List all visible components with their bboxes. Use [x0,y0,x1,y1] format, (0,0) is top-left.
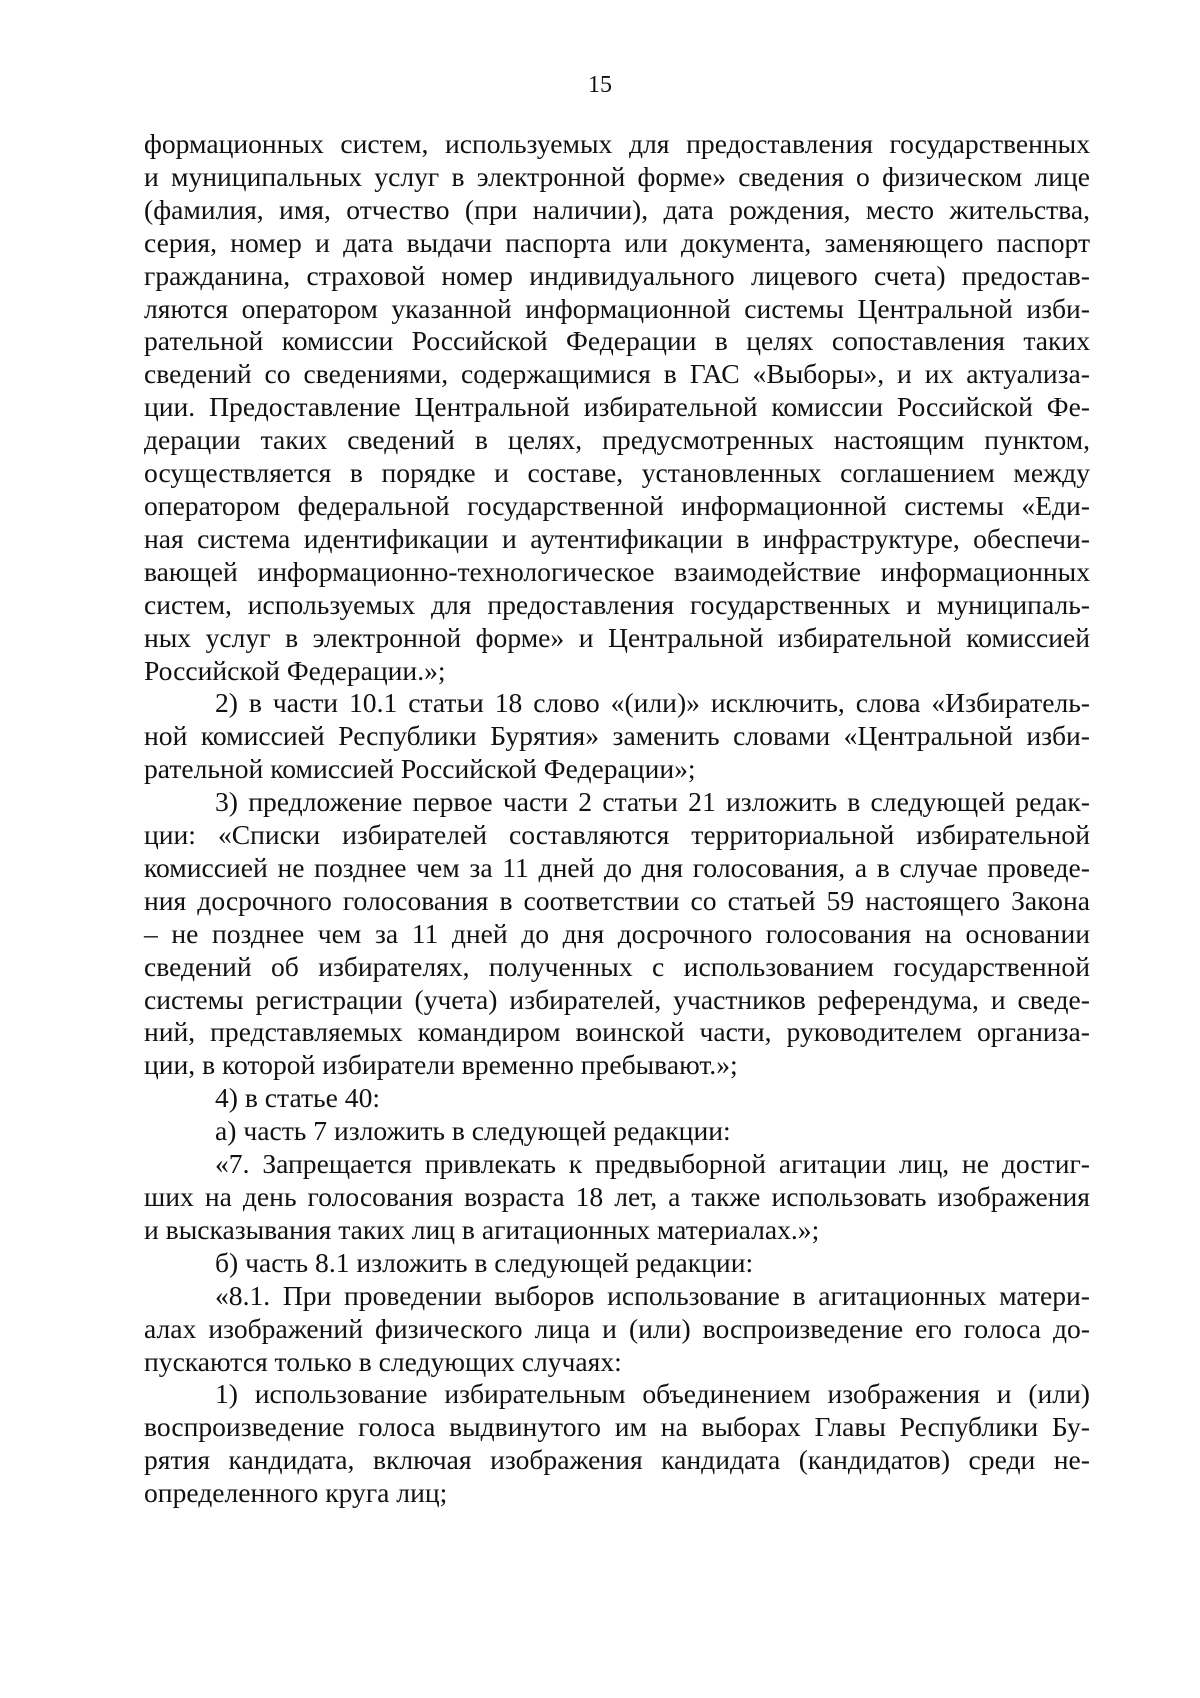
text-line: – не позднее чем за 11 дней до дня досрочного голосования на основании [144,917,1090,949]
text-line: формационных систем, используемых для предоставления государственных [144,128,1090,159]
text-line: 3) предложение первое части 2 статьи 21 изложить в следующей редак- [215,786,1090,818]
text-line: Российской Федерации.»; [144,654,446,686]
text-line: 1) использование избирательным объединением изображения и (или) [215,1378,1090,1410]
text-line: ний, представляемых командиром воинской части, руководителем организа- [144,1016,1090,1048]
text-line: рательной комиссии Российской Федерации в целях сопоставления таких [144,325,1090,357]
text-line: ных услуг в электронной форме» и Центральной избирательной комиссией [144,621,1090,653]
text-line: ляются оператором указанной информационной системы Центральной изби- [144,292,1090,324]
text-line: и высказывания таких лиц в агитационных материалах.»; [144,1213,820,1245]
text-line: алах изображений физического лица и (или) воспроизведение его голоса до- [144,1312,1090,1344]
text-line: серия, номер и дата выдачи паспорта или документа, заменяющего паспорт [144,226,1090,258]
text-line: ших на день голосования возраста 18 лет, а также использовать изображения [144,1181,1090,1212]
text-line: пускаются только в следующих случаях: [144,1345,622,1377]
text-line: осуществляется в порядке и составе, установленных соглашением между [144,457,1090,489]
document-body [144,128,1090,1510]
text-line: ная система идентификации и аутентификации в инфраструктуре, обеспечи- [144,522,1090,554]
text-line: сведений об избирателях, полученных с использованием государственной [144,950,1090,982]
text-line: ния досрочного голосования в соответствии со статьей 59 настоящего Закона [144,884,1090,916]
text-line: ной комиссией Республики Бурятия» заменить словами «Центральной изби- [144,720,1090,752]
text-line: дерации таких сведений в целях, предусмотренных настоящим пунктом, [144,424,1090,456]
text-line: «8.1. При проведении выборов использование в агитационных матери- [215,1279,1090,1311]
text-line: определенного круга лиц; [144,1477,448,1509]
text-line: системы регистрации (учета) избирателей, участников референдума, и сведе- [144,983,1090,1015]
text-line: рательной комиссией Российской Федерации»; [144,753,696,785]
text-line: оператором федеральной государственной информационной системы «Еди- [144,489,1090,521]
text-line: 2) в части 10.1 статьи 18 слово «(или)» исключить, слова «Избиратель- [215,687,1090,719]
text-line: «7. Запрещается привлекать к предвыборной агитации лиц, не достиг- [215,1148,1090,1180]
text-line: воспроизведение голоса выдвинутого им на выборах Главы Республики Бу- [144,1411,1090,1443]
text-line: систем, используемых для предоставления государственных и муниципаль- [144,588,1090,620]
page-number: 15 [588,72,612,98]
text-line: 4) в статье 40: [215,1082,381,1114]
text-line: ции. Предоставление Центральной избирательной комиссии Российской Фе- [144,391,1090,423]
text-line: а) часть 7 изложить в следующей редакции: [215,1115,731,1147]
text-line: рятия кандидата, включая изображения кандидата (кандидатов) среди не- [144,1444,1090,1476]
text-line: и муниципальных услуг в электронной форме» сведения о физическом лице [144,160,1090,192]
text-line: б) часть 8.1 изложить в следующей редакции: [215,1246,754,1278]
text-line: гражданина, страховой номер индивидуального лицевого счета) предостав- [144,259,1090,291]
text-line: ции, в которой избиратели временно пребывают.»; [144,1049,738,1081]
text-line: ции: «Списки избирателей составляются территориальной избирательной [144,819,1090,851]
text-line: вающей информационно-технологическое взаимодействие информационных [144,555,1090,587]
text-line: сведений со сведениями, содержащимися в ГАС «Выборы», и их актуализа- [144,358,1090,390]
text-line: комиссией не позднее чем за 11 дней до дня голосования, а в случае проведе- [144,851,1090,883]
text-line: (фамилия, имя, отчество (при наличии), дата рождения, место жительства, [144,193,1090,225]
